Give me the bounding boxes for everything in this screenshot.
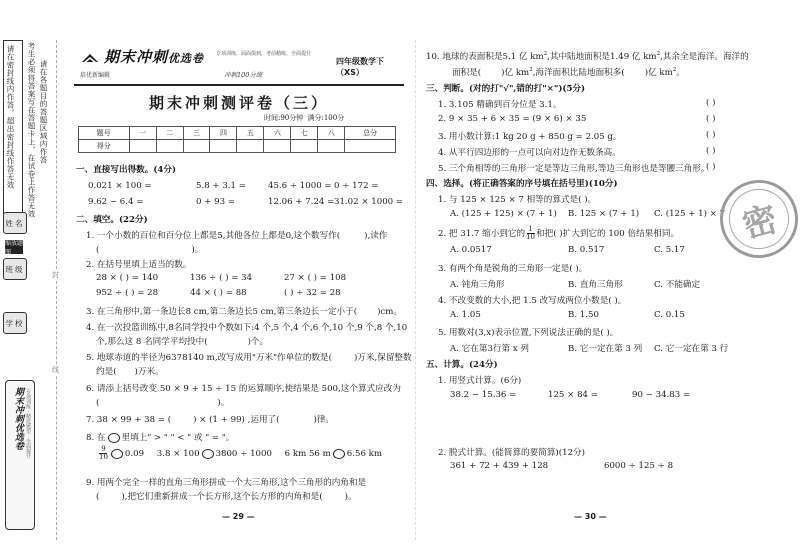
section-4-title: 四、选择。(将正确答案的序号填在括号里)(10分) [426, 179, 618, 189]
question-10: 10. 地球的表面积是5.1 亿 $km^2$,其中陆地面积是1.49 亿 $km^2$,其余全是海洋。海洋的 [426, 51, 749, 62]
score-cell: 四 [210, 127, 237, 140]
fraction: $\frac{9}{10}$ [99, 445, 108, 461]
page-header [74, 44, 404, 80]
seal-line [56, 40, 57, 540]
section-5-title: 五、计算。(24分) [426, 360, 498, 370]
question-6: 6. 请添上括号改变 50 × 9 + 15 ÷ 15 的运算顺序,使结果是 500,这个算式应改为 [86, 384, 401, 394]
judge-item: 3. 用小数计算:1 kg 20 g + 850 g = 2.05 g。 [438, 132, 622, 142]
fill-item: 136 ÷ ( ) = 34 [190, 273, 253, 283]
compare-circle-icon[interactable] [111, 449, 123, 459]
tagline: 冲刺100分练 [224, 71, 263, 79]
book-logo-icon [80, 48, 100, 68]
choice-option[interactable]: C. 5.17 [654, 245, 685, 255]
choice-option[interactable]: B. 0.517 [568, 245, 605, 255]
calc-item: 9.62 − 6.4 = [88, 197, 144, 207]
fill-item: 44 × ( ) = 88 [190, 288, 247, 298]
question-4-cont: 个,那么这 8 名同学平均投中( )个。 [96, 337, 269, 347]
choice-option[interactable]: B. 它一定在第 3 列 [568, 344, 643, 354]
question-1-cont: ( )。 [96, 245, 204, 255]
school-label: 学校 [3, 312, 27, 334]
binding-instruction-1: 请在密封线内作答，超出密封线作答无效 [6, 45, 15, 189]
score-input-cell[interactable] [183, 140, 210, 153]
question-8: 8. 在 里填上" > " " < " 或 " = "。 [86, 433, 235, 443]
vertical-calc-item: 125 × 84 = [548, 390, 598, 400]
score-input-cell[interactable] [291, 140, 318, 153]
calc-question-1: 1. 用竖式计算。(6分) [438, 376, 522, 386]
question-8-items: $\frac{9}{10}$ 0.09 3.8 × 100 3800 ÷ 1000 6 km 56 m 6.56 km [99, 445, 383, 461]
score-cell: 八 [318, 127, 345, 140]
calc-item: 45.6 ÷ 1000 = [268, 181, 332, 191]
question-10-cont: 面积是( )亿 $km^2$,海洋面积比陆地面积多( )亿 $km^2$。 [452, 67, 685, 78]
choice-option[interactable]: C. 不能确定 [654, 280, 701, 290]
binding-logo-title: 期末冲刺优选卷 [13, 387, 23, 450]
choice-4: 4. 不改变数的大小,把 1.5 改写成两位小数是( )。 [438, 296, 627, 306]
slogan: 专项训练，面面俱到，考前精练，全面提升 [216, 51, 312, 57]
question-7: 7. 38 × 99 + 38 = ( ) × (1 + 99) ,运用了( )律。 [86, 415, 335, 425]
stepwise-calc-item: 361 + 72 + 439 + 128 [450, 461, 549, 471]
secret-stamp [711, 171, 800, 267]
section-2-title: 二、填空。(22分) [76, 215, 148, 225]
choice-3: 3. 有两个角是锐角的三角形一定是( )。 [438, 264, 588, 274]
class-label: 班级 [3, 258, 27, 280]
compare-circle-icon[interactable] [333, 449, 345, 459]
judge-item: 4. 从平行四边形的一点可以向对边作无数条高。 [438, 148, 621, 158]
section-1-title: 一、直接写出得数。(4分) [76, 165, 177, 175]
vertical-calc-item: 38.2 − 15.36 = [450, 390, 517, 400]
question-4: 4. 在一次投篮训练中,8名同学投中个数如下:4 个,5 个,4 个,6 个,10 个,9 个,8 个,10 [86, 323, 408, 333]
score-cell: 三 [183, 127, 210, 140]
choice-option[interactable]: B. 直角三角形 [568, 280, 623, 290]
score-input-cell[interactable] [345, 140, 396, 153]
exam-meta: 时间:90分钟 满分:100分 [264, 114, 345, 122]
score-cell: 五 [237, 127, 264, 140]
question-9-cont: ( ),把它们重新拼成一个长方形,这个长方形的内角和是( )。 [96, 492, 357, 502]
judge-item: 2. 9 × 35 + 6 × 35 = (9 × 6) × 35 [438, 114, 587, 124]
fraction: $\frac{1}{10}$ [526, 225, 536, 241]
calc-item: 0 + 93 = [196, 197, 235, 207]
choice-option[interactable]: C. 0.15 [654, 310, 685, 320]
choice-2: 2. 把 31.7 缩小到它的 $\frac{1}{10}$ 和把( )扩大到它的 100 倍结果相同。 [438, 225, 680, 241]
choice-option[interactable]: B. 125 × (7 + 1) [568, 209, 640, 219]
choice-1: 1. 与 125 × 125 × 7 相等的算式是( )。 [438, 195, 597, 205]
score-table-header-row [79, 127, 396, 140]
judge-item: 1. 3.105 精确到百分位是 3.1。 [438, 100, 562, 110]
judge-answer[interactable]: ( ) [706, 162, 716, 172]
score-cell: 总分 [345, 127, 396, 140]
question-3: 3. 在三角形中,第一条边长8 cm,第二条边长5 cm,第三条边长一定小于( )cm。 [86, 307, 402, 317]
instruction-box [3, 40, 23, 230]
binding-strip [0, 0, 70, 552]
score-input-cell[interactable] [129, 140, 156, 153]
binding-logo [5, 380, 35, 530]
score-input-cell[interactable] [156, 140, 183, 153]
section-3-title: 三、判断。(对的打"√",错的打"×")(5分) [426, 84, 586, 94]
calc-item: 0 ÷ 172 = [334, 181, 379, 191]
fill-item: 27 × ( ) = 108 [284, 273, 347, 283]
page-divider [415, 40, 416, 540]
question-2: 2. 在括号里填上适当的数。 [86, 260, 192, 270]
compare-circle-icon [108, 433, 120, 443]
cut-mark-1: 封 [52, 271, 59, 279]
judge-item: 5. 三个角相等的三角形一定是等边三角形,等边三角形也是等腰三角形。 [438, 164, 710, 174]
score-table [78, 126, 396, 153]
score-input-cell[interactable] [237, 140, 264, 153]
judge-answer[interactable]: ( ) [706, 114, 716, 124]
binding-instruction-2: 考生必须将答案写在答题卡上，在试卷上作答无效 [27, 42, 36, 218]
brand-title: 期末冲刺优选卷 [104, 48, 205, 66]
compare-circle-icon[interactable] [202, 449, 214, 459]
score-input-cell[interactable] [318, 140, 345, 153]
fill-item: ( ) ÷ 32 = 28 [284, 288, 341, 298]
cut-mark-2: 线 [52, 366, 59, 374]
publisher: 培优新编辑 [80, 72, 111, 79]
grade-label: 四年级数学下（XS） [336, 57, 384, 77]
judge-answer[interactable]: ( ) [706, 98, 716, 108]
score-cell: 七 [291, 127, 318, 140]
score-cell: 二 [156, 127, 183, 140]
choice-option[interactable]: C. (125 + 1) × 7 [654, 209, 726, 219]
choice-option[interactable]: A. 0.0517 [450, 245, 492, 255]
calc-item: 5.8 + 3.1 = [196, 181, 246, 191]
calc-item: 0.021 × 100 = [88, 181, 152, 191]
choice-option[interactable]: A. 1.05 [450, 310, 481, 320]
secret-stamp-text: 密 [722, 182, 795, 255]
score-table-score-row [79, 140, 396, 153]
score-row-label: 得分 [79, 140, 130, 153]
question-6-cont: ( )。 [96, 398, 230, 408]
choice-option[interactable]: A. 它在第3行第 x 列 [450, 344, 530, 354]
name-label: 姓名 [3, 212, 27, 234]
page-number-left: — 29 — [222, 512, 255, 521]
question-9: 9. 用两个完全一样的直角三角形拼成一个大三角形,这个三角形的内角和是 [86, 478, 367, 488]
choice-5: 5. 用数对(3,x)表示位置,下列说法正确的是( )。 [438, 328, 619, 338]
stepwise-calc-item: 6000 ÷ 125 ÷ 8 [604, 461, 674, 471]
score-input-cell[interactable] [210, 140, 237, 153]
score-cell: 一 [129, 127, 156, 140]
choice-option[interactable]: A. (125 + 125) × (7 + 1) [450, 209, 557, 219]
question-1: 1. 一个小数的百位和百分位上都是5,其他各位上都是0,这个数写作( ),读作 [86, 231, 388, 241]
score-input-cell[interactable] [264, 140, 291, 153]
binding-logo-sub: 专项训练 · 精选题型 · 全面提升 [25, 389, 31, 459]
header-rule [74, 84, 404, 86]
choice-option[interactable]: C. 它一定在第 3 行 [654, 344, 729, 354]
seal-badge: 缩放题图 [5, 240, 24, 256]
binding-instruction-3: 请在各题目的答题区域内作答 [39, 60, 48, 164]
choice-option[interactable]: A. 钝角三角形 [450, 280, 505, 290]
calc-question-2: 2. 脱式计算。(能简算的要简算)(12分) [438, 448, 585, 458]
calc-item: 31.02 × 1000 = [334, 197, 404, 207]
score-cell: 题号 [79, 127, 130, 140]
fill-item: 952 ÷ ( ) = 28 [96, 288, 159, 298]
calc-item: 12.06 + 7.24 = [268, 197, 335, 207]
fill-item: 28 × ( ) = 140 [96, 273, 159, 283]
score-cell: 六 [264, 127, 291, 140]
judge-answer[interactable]: ( ) [706, 130, 716, 140]
vertical-calc-item: 90 − 34.83 = [632, 390, 691, 400]
choice-option[interactable]: B. 1.50 [568, 310, 599, 320]
judge-answer[interactable]: ( ) [706, 146, 716, 156]
question-5-cont: 约是( )万米。 [96, 367, 164, 377]
question-5: 5. 地球赤道的半径为6378140 m,改写成用"万米"作单位的数是( )万米,保留整数 [86, 353, 412, 363]
exam-title: 期末冲刺测评卷（三） [148, 94, 329, 112]
page-number-right: — 30 — [574, 512, 607, 521]
